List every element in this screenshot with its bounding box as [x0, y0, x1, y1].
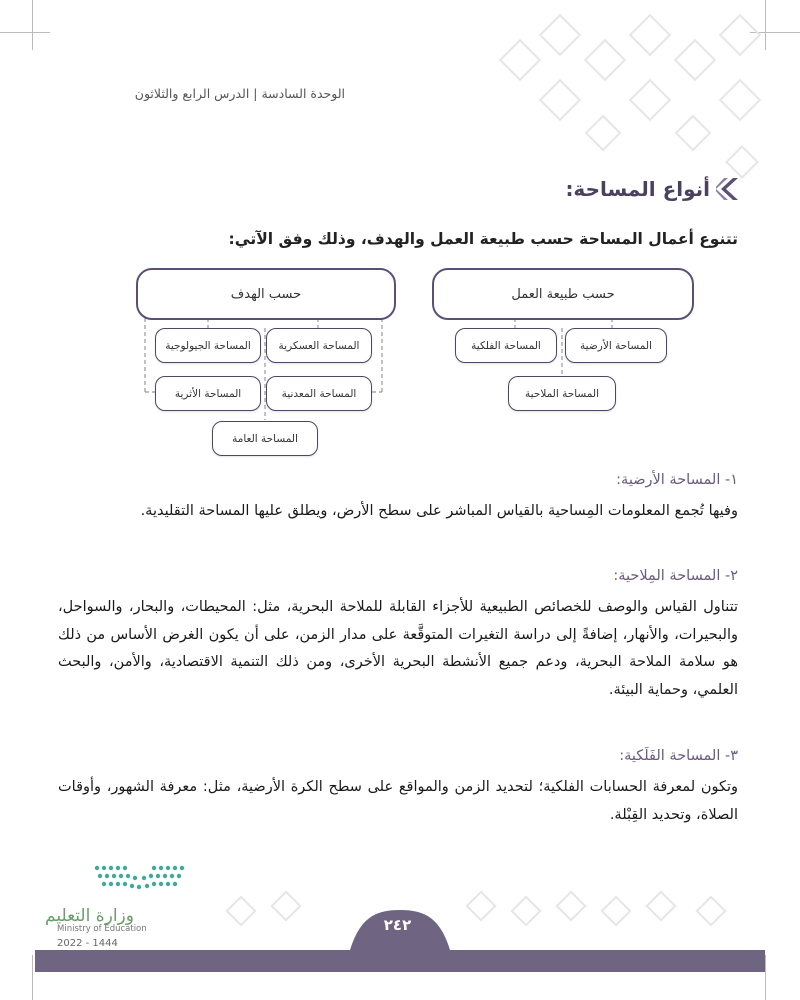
item-military-surveying: المساحة العسكرية [266, 328, 372, 363]
category-by-goal: حسب الهدف [136, 268, 396, 320]
item-geological-surveying: المساحة الجيولوجية [155, 328, 261, 363]
category-by-work: حسب طبيعة العمل [432, 268, 694, 320]
item-mining-surveying: المساحة المعدنية [266, 376, 372, 411]
item-general-surveying: المساحة العامة [212, 421, 318, 456]
item-astronomical-surveying: المساحة الفلكية [455, 328, 557, 363]
paragraph-land: وفيها تُجمع المعلومات المِساحية بالقياس المباشر على سطح الأرض، ويطلق عليها المساحة التقليدية. [140, 503, 738, 519]
ministry-name-arabic: وزارة التعليم [45, 906, 134, 926]
subheading-astronomical: ٣- المساحة الفَلَكية: [619, 748, 738, 764]
diagram-connectors [0, 0, 800, 470]
page-number: ٢٤٢ [383, 916, 412, 934]
breadcrumb: الوحدة السادسة | الدرس الرابع والثلاثون [134, 86, 345, 101]
section-title-text: أنواع المساحة: [565, 177, 710, 201]
paragraph-astronomical: وتكون لمعرفة الحسابات الفلكية؛ لتحديد الزمن والمواقع على سطح الكرة الأرضية، مثل: معرفة الشهور، وأوقات الصلاة، وتحديد القِبْلة. [58, 779, 738, 823]
item-archaeological-surveying: المساحة الأثرية [155, 376, 261, 411]
intro-text: تتنوع أعمال المساحة حسب طبيعة العمل والهدف، وذلك وفق الآتي: [228, 230, 738, 248]
subheading-land: ١- المساحة الأرضية: [616, 472, 738, 488]
paragraph-navigational: تتناول القياس والوصف للخصائص الطبيعية للأجزاء القابلة للملاحة البحرية، مثل: المحيطات، والبحار، والسواحل، والبحيرات، والأنهار، إضافةً إلى دراسة التغيرات المتوقَّعة على مدار الزمن، على أن يكون الغرض الأساس من ذلك هو سلامة الملاحة البحرية، ودعم جميع الأنشطة البحرية الأخرى، ومن ذلك التنمية الاقتصادية، والأمن، والبحث العلمي، وحماية البيئة. [58, 599, 738, 698]
item-land-surveying: المساحة الأرضية [565, 328, 667, 363]
subheading-navigational: ٢- المساحة المِلاحية: [613, 568, 738, 584]
ministry-name-english: Ministry of Education [57, 924, 147, 934]
ministry-logo-icon [92, 862, 187, 896]
item-navigational-surveying: المساحة الملاحية [508, 376, 616, 411]
ministry-year: 2022 - 1444 [57, 938, 118, 949]
